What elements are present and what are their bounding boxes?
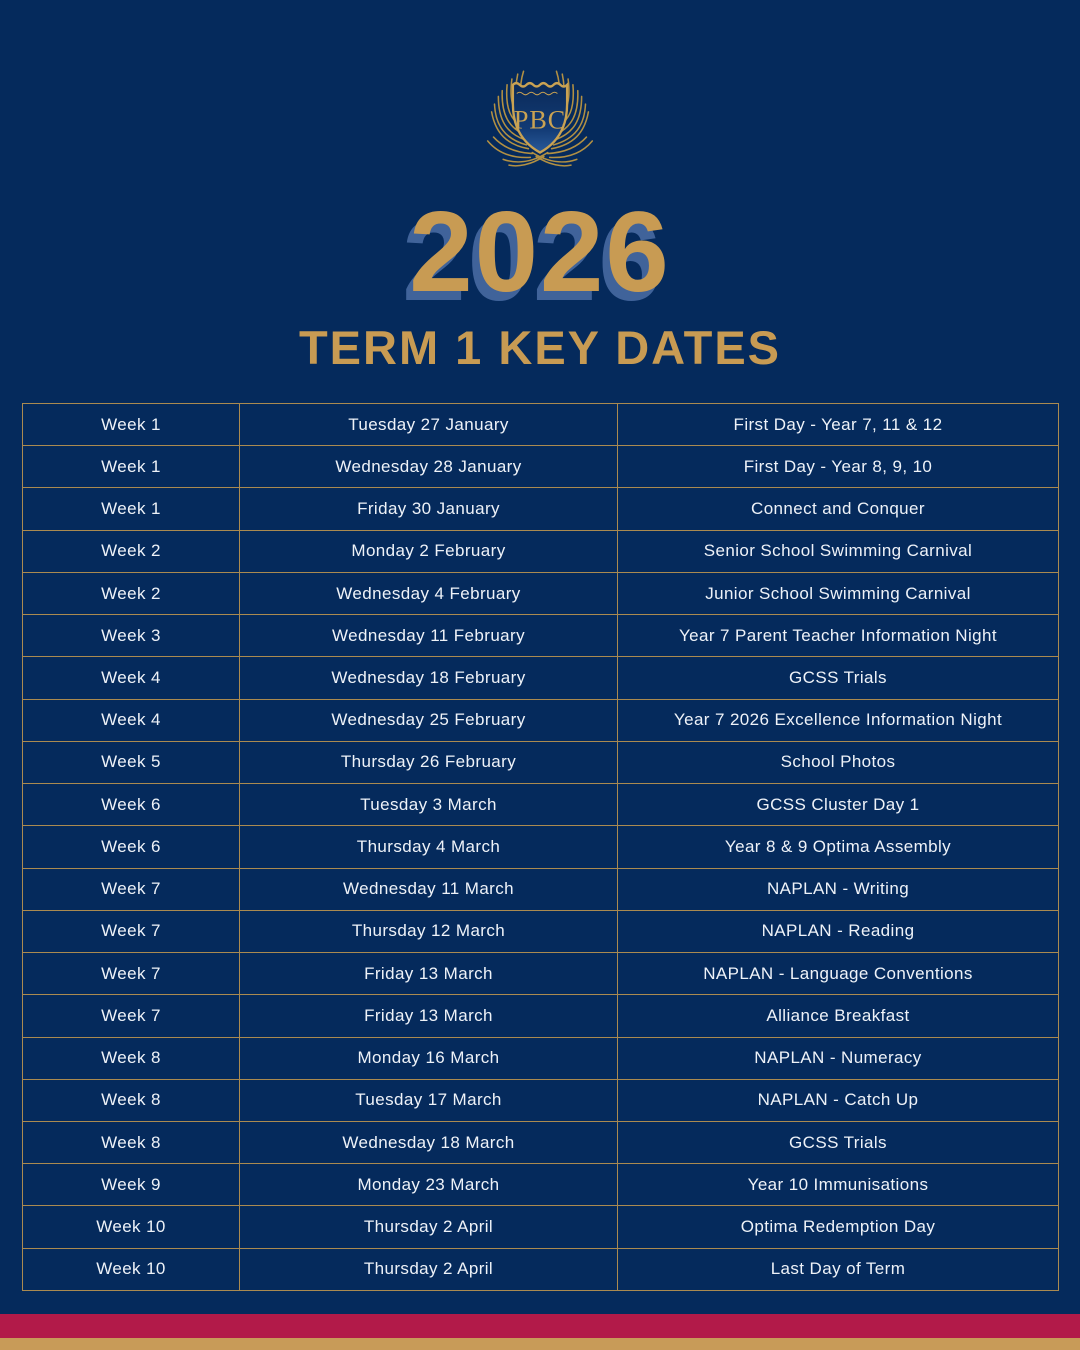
crest-monogram: PBC: [513, 105, 567, 135]
cell-date: Wednesday 28 January: [240, 446, 618, 488]
cell-week: Week 10: [23, 1248, 240, 1290]
cell-week: Week 6: [23, 826, 240, 868]
key-dates-table-body: [23, 404, 1059, 1291]
table-row: [23, 868, 1059, 910]
term-heading: TERM 1 KEY DATES: [298, 321, 782, 374]
cell-week: Week 6: [23, 784, 240, 826]
cell-date: Monday 16 March: [240, 1037, 618, 1079]
table-row: [23, 1121, 1059, 1163]
cell-event: School Photos: [618, 741, 1059, 783]
cell-event: NAPLAN - Reading: [618, 910, 1059, 952]
table-row: [23, 910, 1059, 952]
cell-event: NAPLAN - Numeracy: [618, 1037, 1059, 1079]
cell-event: GCSS Trials: [618, 1121, 1059, 1163]
cell-event: Optima Redemption Day: [618, 1206, 1059, 1248]
table-row: [23, 953, 1059, 995]
cell-date: Thursday 2 April: [240, 1206, 618, 1248]
cell-date: Wednesday 11 March: [240, 868, 618, 910]
footer-stripe-red: [0, 1314, 1080, 1338]
cell-week: Week 9: [23, 1164, 240, 1206]
cell-week: Week 1: [23, 446, 240, 488]
cell-date: Thursday 26 February: [240, 741, 618, 783]
table-row: [23, 404, 1059, 446]
cell-week: Week 7: [23, 868, 240, 910]
cell-date: Wednesday 11 February: [240, 615, 618, 657]
cell-date: Thursday 4 March: [240, 826, 618, 868]
table-row: [23, 1079, 1059, 1121]
table-row: [23, 572, 1059, 614]
pbc-crest-logo: [472, 48, 608, 170]
footer-stripe-gold: [0, 1338, 1080, 1350]
cell-week: Week 4: [23, 657, 240, 699]
cell-week: Week 7: [23, 953, 240, 995]
cell-week: Week 10: [23, 1206, 240, 1248]
cell-event: Senior School Swimming Carnival: [618, 530, 1059, 572]
cell-event: NAPLAN - Writing: [618, 868, 1059, 910]
table-row: [23, 1164, 1059, 1206]
cell-date: Tuesday 27 January: [240, 404, 618, 446]
table-row: [23, 784, 1059, 826]
table-row: [23, 530, 1059, 572]
cell-week: Week 5: [23, 741, 240, 783]
cell-week: Week 2: [23, 572, 240, 614]
cell-week: Week 7: [23, 995, 240, 1037]
cell-date: Thursday 2 April: [240, 1248, 618, 1290]
cell-week: Week 2: [23, 530, 240, 572]
cell-date: Tuesday 3 March: [240, 784, 618, 826]
cell-event: NAPLAN - Catch Up: [618, 1079, 1059, 1121]
shield: [513, 83, 567, 152]
cell-date: Thursday 12 March: [240, 910, 618, 952]
cell-event: First Day - Year 7, 11 & 12: [618, 404, 1059, 446]
cell-date: Monday 2 February: [240, 530, 618, 572]
cell-date: Monday 23 March: [240, 1164, 618, 1206]
year-heading: 2026: [409, 189, 671, 316]
cell-event: NAPLAN - Language Conventions: [618, 953, 1059, 995]
cell-event: Junior School Swimming Carnival: [618, 572, 1059, 614]
cell-week: Week 1: [23, 404, 240, 446]
cell-week: Week 3: [23, 615, 240, 657]
cell-week: Week 7: [23, 910, 240, 952]
cell-event: GCSS Cluster Day 1: [618, 784, 1059, 826]
cell-date: Wednesday 4 February: [240, 572, 618, 614]
table-row: [23, 615, 1059, 657]
cell-date: Friday 13 March: [240, 995, 618, 1037]
cell-week: Week 1: [23, 488, 240, 530]
cell-event: GCSS Trials: [618, 657, 1059, 699]
cell-week: Week 8: [23, 1121, 240, 1163]
cell-week: Week 8: [23, 1037, 240, 1079]
cell-date: Wednesday 18 March: [240, 1121, 618, 1163]
cell-week: Week 8: [23, 1079, 240, 1121]
cell-event: First Day - Year 8, 9, 10: [618, 446, 1059, 488]
cell-date: Friday 30 January: [240, 488, 618, 530]
cell-event: Connect and Conquer: [618, 488, 1059, 530]
cell-date: Wednesday 25 February: [240, 699, 618, 741]
table-row: [23, 699, 1059, 741]
cell-event: Last Day of Term: [618, 1248, 1059, 1290]
table-row: [23, 446, 1059, 488]
cell-date: Wednesday 18 February: [240, 657, 618, 699]
table-row: [23, 995, 1059, 1037]
table-row: [23, 741, 1059, 783]
cell-event: Alliance Breakfast: [618, 995, 1059, 1037]
cell-date: Friday 13 March: [240, 953, 618, 995]
key-dates-table: [22, 403, 1059, 1291]
cell-event: Year 7 2026 Excellence Information Night: [618, 699, 1059, 741]
table-row: [23, 488, 1059, 530]
table-row: [23, 1037, 1059, 1079]
table-row: [23, 1206, 1059, 1248]
cell-event: Year 7 Parent Teacher Information Night: [618, 615, 1059, 657]
cell-event: Year 8 & 9 Optima Assembly: [618, 826, 1059, 868]
cell-week: Week 4: [23, 699, 240, 741]
table-row: [23, 826, 1059, 868]
cell-event: Year 10 Immunisations: [618, 1164, 1059, 1206]
table-row: [23, 1248, 1059, 1290]
table-row: [23, 657, 1059, 699]
cell-date: Tuesday 17 March: [240, 1079, 618, 1121]
